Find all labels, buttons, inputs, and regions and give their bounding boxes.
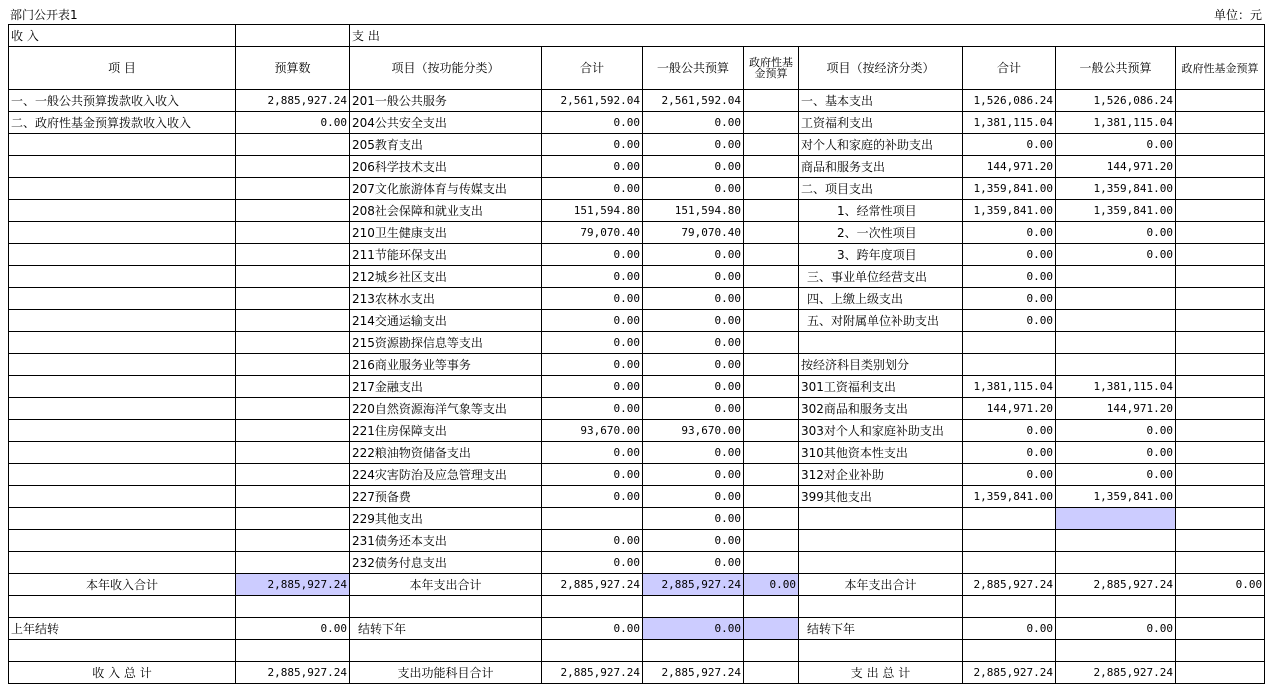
income-value: 2,885,927.24	[236, 90, 350, 112]
section-header-row	[9, 25, 1265, 47]
econ-general	[1056, 310, 1176, 332]
income-item	[9, 552, 236, 574]
func-item: 231债务还本支出	[350, 530, 542, 552]
grand-total-row	[9, 662, 1265, 684]
income-value	[236, 178, 350, 200]
col-gov-fund-2: 政府性基金预算	[1176, 47, 1265, 90]
table-row	[9, 332, 1265, 354]
grand-income-value: 2,885,927.24	[236, 662, 350, 684]
econ-item: 3、跨年度项目	[799, 244, 963, 266]
unit-label: 单位：元	[1213, 8, 1262, 22]
econ-fund	[1176, 398, 1265, 420]
func-fund	[744, 266, 799, 288]
econ-general: 0.00	[1056, 134, 1176, 156]
func-fund	[744, 112, 799, 134]
func-general: 2,561,592.04	[643, 90, 744, 112]
income-value	[236, 200, 350, 222]
income-value	[236, 442, 350, 464]
func-total: 0.00	[542, 310, 643, 332]
income-value	[236, 244, 350, 266]
func-item: 206科学技术支出	[350, 156, 542, 178]
econ-general: 1,526,086.24	[1056, 90, 1176, 112]
blank-row	[9, 596, 1265, 618]
budget-table	[8, 24, 1265, 684]
income-value	[236, 134, 350, 156]
func-item: 207文化旅游体育与传媒支出	[350, 178, 542, 200]
carry-in-value: 0.00	[236, 618, 350, 640]
year-econ-total: 2,885,927.24	[963, 574, 1056, 596]
func-item: 215资源勘探信息等支出	[350, 332, 542, 354]
income-item	[9, 134, 236, 156]
econ-total: 1,381,115.04	[963, 376, 1056, 398]
income-section-label: 收 入	[9, 25, 236, 47]
income-value	[236, 266, 350, 288]
func-general: 0.00	[643, 332, 744, 354]
econ-item	[799, 332, 963, 354]
func-fund	[744, 486, 799, 508]
func-general: 151,594.80	[643, 200, 744, 222]
table-row	[9, 200, 1265, 222]
econ-fund	[1176, 222, 1265, 244]
econ-item: 310其他资本性支出	[799, 442, 963, 464]
func-item: 222粮油物资储备支出	[350, 442, 542, 464]
econ-fund	[1176, 442, 1265, 464]
econ-fund	[1176, 464, 1265, 486]
col-total-2: 合计	[963, 47, 1056, 90]
func-general: 0.00	[643, 486, 744, 508]
income-item	[9, 398, 236, 420]
year-econ-general: 2,885,927.24	[1056, 574, 1176, 596]
income-item	[9, 376, 236, 398]
year-func-total: 2,885,927.24	[542, 574, 643, 596]
func-item: 221住房保障支出	[350, 420, 542, 442]
income-value	[236, 310, 350, 332]
econ-total: 144,971.20	[963, 156, 1056, 178]
econ-item	[799, 508, 963, 530]
econ-general: 0.00	[1056, 244, 1176, 266]
econ-general: 144,971.20	[1056, 156, 1176, 178]
func-item: 227预备费	[350, 486, 542, 508]
func-total: 0.00	[542, 486, 643, 508]
income-value	[236, 288, 350, 310]
econ-item: 按经济科目类别划分	[799, 354, 963, 376]
income-item	[9, 508, 236, 530]
carry-out-general: 0.00	[643, 618, 744, 640]
econ-general: 1,359,841.00	[1056, 200, 1176, 222]
col-budget: 预算数	[236, 47, 350, 90]
econ-total	[963, 332, 1056, 354]
econ-general	[1056, 266, 1176, 288]
econ-fund	[1176, 200, 1265, 222]
table-row	[9, 310, 1265, 332]
func-total: 0.00	[542, 266, 643, 288]
income-item	[9, 288, 236, 310]
income-item: 二、政府性基金预算拨款收入收入	[9, 112, 236, 134]
econ-general	[1056, 354, 1176, 376]
func-general: 0.00	[643, 112, 744, 134]
econ-total: 1,381,115.04	[963, 112, 1056, 134]
func-item: 224灾害防治及应急管理支出	[350, 464, 542, 486]
econ-item: 工资福利支出	[799, 112, 963, 134]
func-total: 0.00	[542, 442, 643, 464]
grand-func-label: 支出功能科目合计	[350, 662, 542, 684]
econ-item: 商品和服务支出	[799, 156, 963, 178]
func-item: 216商业服务业等事务	[350, 354, 542, 376]
econ-total: 0.00	[963, 134, 1056, 156]
income-item	[9, 332, 236, 354]
carry-out-total: 0.00	[542, 618, 643, 640]
func-general: 0.00	[643, 178, 744, 200]
income-value	[236, 354, 350, 376]
col-general-2: 一般公共预算	[1056, 47, 1176, 90]
econ-fund	[1176, 332, 1265, 354]
econ-general	[1056, 552, 1176, 574]
func-total: 2,561,592.04	[542, 90, 643, 112]
year-income-total-label: 本年收入合计	[9, 574, 236, 596]
table-row	[9, 398, 1265, 420]
func-general: 79,070.40	[643, 222, 744, 244]
income-value	[236, 530, 350, 552]
econ-total: 144,971.20	[963, 398, 1056, 420]
income-item	[9, 442, 236, 464]
econ-general: 1,359,841.00	[1056, 178, 1176, 200]
func-general: 0.00	[643, 530, 744, 552]
carry-out-label: 结转下年	[350, 618, 542, 640]
econ-item: 四、上缴上级支出	[799, 288, 963, 310]
carry-out-econ-general: 0.00	[1056, 618, 1176, 640]
func-fund	[744, 552, 799, 574]
econ-general	[1056, 530, 1176, 552]
econ-total: 0.00	[963, 244, 1056, 266]
year-func-general: 2,885,927.24	[643, 574, 744, 596]
func-item: 211节能环保支出	[350, 244, 542, 266]
econ-total	[963, 552, 1056, 574]
col-total: 合计	[542, 47, 643, 90]
table-row	[9, 420, 1265, 442]
func-total: 93,670.00	[542, 420, 643, 442]
func-fund	[744, 442, 799, 464]
func-general: 0.00	[643, 288, 744, 310]
column-header-row	[9, 47, 1265, 90]
year-func-fund: 0.00	[744, 574, 799, 596]
income-value	[236, 376, 350, 398]
econ-general: 0.00	[1056, 442, 1176, 464]
income-item	[9, 200, 236, 222]
func-fund	[744, 200, 799, 222]
table-row	[9, 134, 1265, 156]
table-row	[9, 464, 1265, 486]
econ-total: 0.00	[963, 310, 1056, 332]
income-item	[9, 354, 236, 376]
income-item	[9, 486, 236, 508]
func-general: 0.00	[643, 508, 744, 530]
func-total: 0.00	[542, 112, 643, 134]
econ-general: 144,971.20	[1056, 398, 1176, 420]
econ-general: 0.00	[1056, 420, 1176, 442]
func-item: 201一般公共服务	[350, 90, 542, 112]
econ-total	[963, 508, 1056, 530]
econ-total: 0.00	[963, 266, 1056, 288]
income-item	[9, 530, 236, 552]
func-fund	[744, 376, 799, 398]
func-total: 0.00	[542, 354, 643, 376]
econ-total	[963, 354, 1056, 376]
econ-general	[1056, 508, 1176, 530]
year-total-row	[9, 574, 1265, 596]
econ-item: 302商品和服务支出	[799, 398, 963, 420]
func-fund	[744, 90, 799, 112]
econ-total: 0.00	[963, 288, 1056, 310]
econ-fund	[1176, 266, 1265, 288]
econ-total: 0.00	[963, 420, 1056, 442]
table-row	[9, 156, 1265, 178]
func-total: 79,070.40	[542, 222, 643, 244]
table-row	[9, 486, 1265, 508]
year-income-total-value: 2,885,927.24	[236, 574, 350, 596]
grand-func-general: 2,885,927.24	[643, 662, 744, 684]
year-econ-total-label: 本年支出合计	[799, 574, 963, 596]
income-item	[9, 156, 236, 178]
econ-item: 2、一次性项目	[799, 222, 963, 244]
econ-item: 301工资福利支出	[799, 376, 963, 398]
income-value	[236, 464, 350, 486]
year-func-total-label: 本年支出合计	[350, 574, 542, 596]
econ-fund	[1176, 244, 1265, 266]
income-item: 一、一般公共预算拨款收入收入	[9, 90, 236, 112]
func-item: 229其他支出	[350, 508, 542, 530]
econ-fund	[1176, 178, 1265, 200]
page-title: 部门公开表1	[10, 8, 78, 22]
econ-total: 1,359,841.00	[963, 178, 1056, 200]
col-item: 项 目	[9, 47, 236, 90]
income-item	[9, 178, 236, 200]
func-general: 0.00	[643, 156, 744, 178]
year-econ-fund: 0.00	[1176, 574, 1265, 596]
func-total: 0.00	[542, 398, 643, 420]
table-row	[9, 112, 1265, 134]
carry-out-econ-total: 0.00	[963, 618, 1056, 640]
carry-row	[9, 618, 1265, 640]
func-fund	[744, 354, 799, 376]
income-value	[236, 398, 350, 420]
func-general: 0.00	[643, 464, 744, 486]
grand-econ-general: 2,885,927.24	[1056, 662, 1176, 684]
income-value	[236, 552, 350, 574]
econ-item: 303对个人和家庭补助支出	[799, 420, 963, 442]
func-fund	[744, 288, 799, 310]
econ-total: 1,359,841.00	[963, 486, 1056, 508]
func-general: 0.00	[643, 354, 744, 376]
grand-income-label: 收 入 总 计	[9, 662, 236, 684]
econ-item: 三、事业单位经营支出	[799, 266, 963, 288]
econ-item: 对个人和家庭的补助支出	[799, 134, 963, 156]
col-func-item: 项目（按功能分类）	[350, 47, 542, 90]
func-fund	[744, 310, 799, 332]
grand-func-total: 2,885,927.24	[542, 662, 643, 684]
func-total: 0.00	[542, 376, 643, 398]
func-general: 0.00	[643, 134, 744, 156]
func-total: 0.00	[542, 288, 643, 310]
econ-total: 1,359,841.00	[963, 200, 1056, 222]
income-item	[9, 222, 236, 244]
econ-total: 1,526,086.24	[963, 90, 1056, 112]
func-total: 0.00	[542, 244, 643, 266]
econ-fund	[1176, 376, 1265, 398]
func-fund	[744, 134, 799, 156]
func-item: 208社会保障和就业支出	[350, 200, 542, 222]
func-fund	[744, 156, 799, 178]
table-row	[9, 288, 1265, 310]
table-row	[9, 354, 1265, 376]
econ-fund	[1176, 134, 1265, 156]
carry-in-label: 上年结转	[9, 618, 236, 640]
func-fund	[744, 332, 799, 354]
income-item	[9, 464, 236, 486]
table-row	[9, 222, 1265, 244]
func-general: 0.00	[643, 442, 744, 464]
econ-total: 0.00	[963, 442, 1056, 464]
func-total	[542, 508, 643, 530]
func-fund	[744, 464, 799, 486]
econ-fund	[1176, 288, 1265, 310]
econ-item	[799, 552, 963, 574]
income-value	[236, 332, 350, 354]
income-value	[236, 508, 350, 530]
func-general: 0.00	[643, 244, 744, 266]
econ-fund	[1176, 112, 1265, 134]
econ-item: 1、经常性项目	[799, 200, 963, 222]
income-item	[9, 244, 236, 266]
income-value	[236, 156, 350, 178]
func-total: 0.00	[542, 530, 643, 552]
econ-general: 0.00	[1056, 464, 1176, 486]
func-item: 204公共安全支出	[350, 112, 542, 134]
econ-fund	[1176, 156, 1265, 178]
table-row	[9, 178, 1265, 200]
func-total: 0.00	[542, 464, 643, 486]
econ-general: 1,359,841.00	[1056, 486, 1176, 508]
col-gov-fund: 政府性基金预算	[744, 47, 799, 90]
econ-item: 399其他支出	[799, 486, 963, 508]
func-general: 0.00	[643, 552, 744, 574]
econ-item: 二、项目支出	[799, 178, 963, 200]
func-total: 151,594.80	[542, 200, 643, 222]
func-fund	[744, 178, 799, 200]
income-item	[9, 310, 236, 332]
func-item: 205教育支出	[350, 134, 542, 156]
econ-fund	[1176, 530, 1265, 552]
expense-section-label: 支 出	[350, 25, 1265, 47]
table-row	[9, 530, 1265, 552]
income-item	[9, 266, 236, 288]
func-item: 213农林水支出	[350, 288, 542, 310]
econ-fund	[1176, 486, 1265, 508]
econ-item: 五、对附属单位补助支出	[799, 310, 963, 332]
table-row	[9, 244, 1265, 266]
econ-total: 0.00	[963, 222, 1056, 244]
func-item: 217金融支出	[350, 376, 542, 398]
table-row	[9, 266, 1265, 288]
econ-item: 312对企业补助	[799, 464, 963, 486]
func-total: 0.00	[542, 134, 643, 156]
func-general: 93,670.00	[643, 420, 744, 442]
income-value	[236, 222, 350, 244]
func-item: 212城乡社区支出	[350, 266, 542, 288]
func-general: 0.00	[643, 376, 744, 398]
grand-econ-label: 支 出 总 计	[799, 662, 963, 684]
func-total: 0.00	[542, 156, 643, 178]
table-row	[9, 442, 1265, 464]
econ-total: 0.00	[963, 464, 1056, 486]
func-item: 220自然资源海洋气象等支出	[350, 398, 542, 420]
func-fund	[744, 222, 799, 244]
func-fund	[744, 398, 799, 420]
func-general: 0.00	[643, 398, 744, 420]
econ-fund	[1176, 354, 1265, 376]
func-item: 232债务付息支出	[350, 552, 542, 574]
econ-general: 1,381,115.04	[1056, 376, 1176, 398]
income-value	[236, 420, 350, 442]
econ-general: 0.00	[1056, 222, 1176, 244]
func-fund	[744, 530, 799, 552]
func-fund	[744, 420, 799, 442]
econ-fund	[1176, 552, 1265, 574]
income-item	[9, 420, 236, 442]
econ-fund	[1176, 508, 1265, 530]
func-fund	[744, 244, 799, 266]
func-total: 0.00	[542, 552, 643, 574]
table-row	[9, 90, 1265, 112]
econ-fund	[1176, 90, 1265, 112]
econ-fund	[1176, 420, 1265, 442]
table-row	[9, 376, 1265, 398]
func-total: 0.00	[542, 178, 643, 200]
col-general: 一般公共预算	[643, 47, 744, 90]
blank-row	[9, 640, 1265, 662]
income-value: 0.00	[236, 112, 350, 134]
func-fund	[744, 508, 799, 530]
table-row	[9, 552, 1265, 574]
table-row	[9, 508, 1265, 530]
func-general: 0.00	[643, 310, 744, 332]
func-general: 0.00	[643, 266, 744, 288]
econ-fund	[1176, 310, 1265, 332]
econ-general: 1,381,115.04	[1056, 112, 1176, 134]
col-econ-item: 项目（按经济分类）	[799, 47, 963, 90]
econ-item: 一、基本支出	[799, 90, 963, 112]
econ-general	[1056, 288, 1176, 310]
income-value	[236, 486, 350, 508]
carry-out-econ-label: 结转下年	[799, 618, 963, 640]
func-item: 214交通运输支出	[350, 310, 542, 332]
func-item: 210卫生健康支出	[350, 222, 542, 244]
econ-item	[799, 530, 963, 552]
econ-general	[1056, 332, 1176, 354]
econ-total	[963, 530, 1056, 552]
func-total: 0.00	[542, 332, 643, 354]
grand-econ-total: 2,885,927.24	[963, 662, 1056, 684]
